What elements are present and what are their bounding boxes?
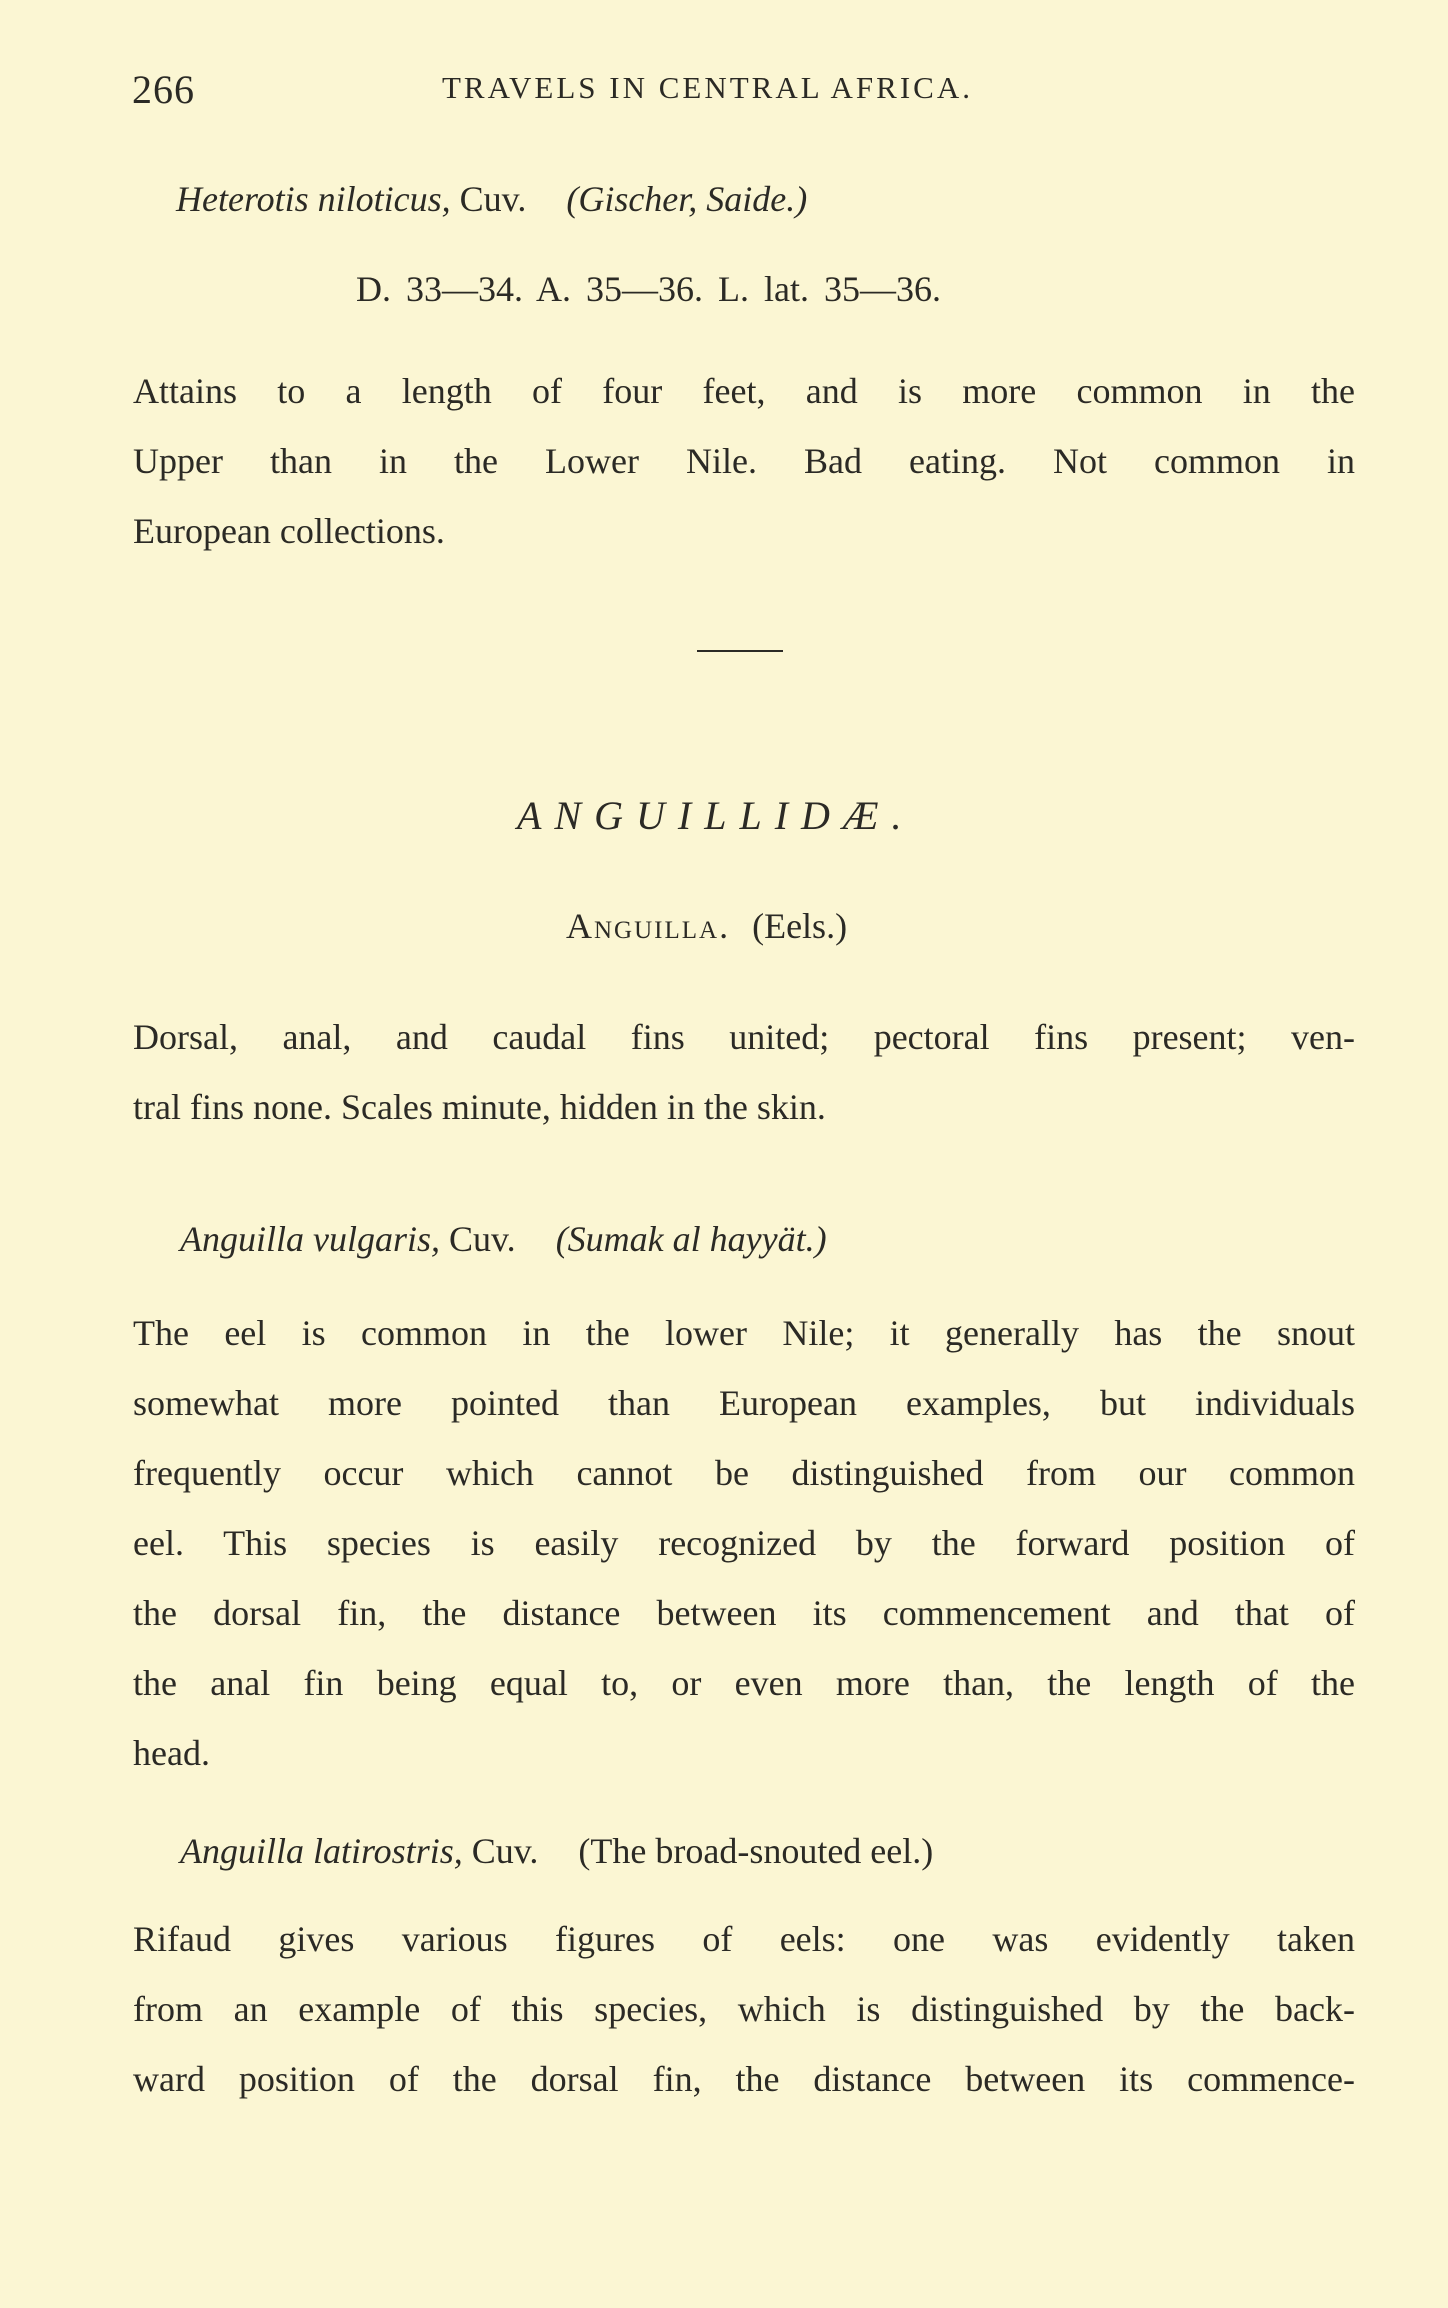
genus-name: Anguilla. <box>566 906 731 946</box>
species-author: Cuv. <box>450 179 527 219</box>
species-local-names: (Gischer, Saide.) <box>566 179 808 219</box>
fin-formula: D. 33—34. A. 35—36. L. lat. 35—36. <box>356 269 941 309</box>
text-line: European collections. <box>133 511 445 551</box>
text-line: somewhat more pointed than European examples, but individuals <box>133 1383 1355 1423</box>
text-line: eel. This species is easily recognized by the forward position of <box>133 1523 1355 1563</box>
species-heading-latirostris <box>180 1830 1400 1872</box>
species-name: Heterotis niloticus, <box>176 179 451 219</box>
text-line: Upper than in the Lower Nile. Bad eating. Not common in <box>133 441 1355 481</box>
text-line: frequently occur which cannot be distinguished from our common <box>133 1453 1355 1493</box>
species-heading-heterotis <box>176 178 1396 220</box>
species-author: Cuv. <box>462 1831 539 1871</box>
species-local-names: (Sumak al hayyät.) <box>555 1219 827 1259</box>
species-local-names: (The broad-snouted eel.) <box>578 1831 934 1871</box>
section-divider <box>697 650 783 652</box>
text-line: from an example of this species, which is distinguished by the back- <box>133 1989 1355 2029</box>
genus-description <box>133 1002 1355 1142</box>
species-author: Cuv. <box>440 1219 516 1259</box>
description-heterotis <box>133 356 1355 566</box>
running-head <box>132 66 1052 116</box>
text-line: Attains to a length of four feet, and is more common in the <box>133 371 1355 411</box>
species-name: Anguilla latirostris, <box>180 1831 463 1871</box>
text-line: ward position of the dorsal fin, the distance between its commence- <box>133 2059 1355 2099</box>
running-title: TRAVELS IN CENTRAL AFRICA. <box>442 70 973 105</box>
species-heading-vulgaris <box>180 1218 1400 1260</box>
text-line: The eel is common in the lower Nile; it generally has the snout <box>133 1313 1355 1353</box>
text-line: tral fins none. Scales minute, hidden in the skin. <box>133 1087 826 1127</box>
family-heading: ANGUILLIDÆ. <box>517 793 915 838</box>
description-latirostris <box>133 1904 1355 2114</box>
page-number: 266 <box>132 67 195 112</box>
text-line: the anal fin being equal to, or even more than, the length of the <box>133 1663 1355 1703</box>
species-name: Anguilla vulgaris, <box>180 1219 440 1259</box>
genus-heading <box>566 905 847 947</box>
text-line: Dorsal, anal, and caudal fins united; pectoral fins present; ven- <box>133 1017 1355 1057</box>
description-vulgaris <box>133 1298 1355 1788</box>
text-line: Rifaud gives various figures of eels: one was evidently taken <box>133 1919 1355 1959</box>
text-line: the dorsal fin, the distance between its commencement and that of <box>133 1593 1355 1633</box>
genus-common-name: (Eels.) <box>752 906 848 946</box>
text-line: head. <box>133 1733 210 1773</box>
